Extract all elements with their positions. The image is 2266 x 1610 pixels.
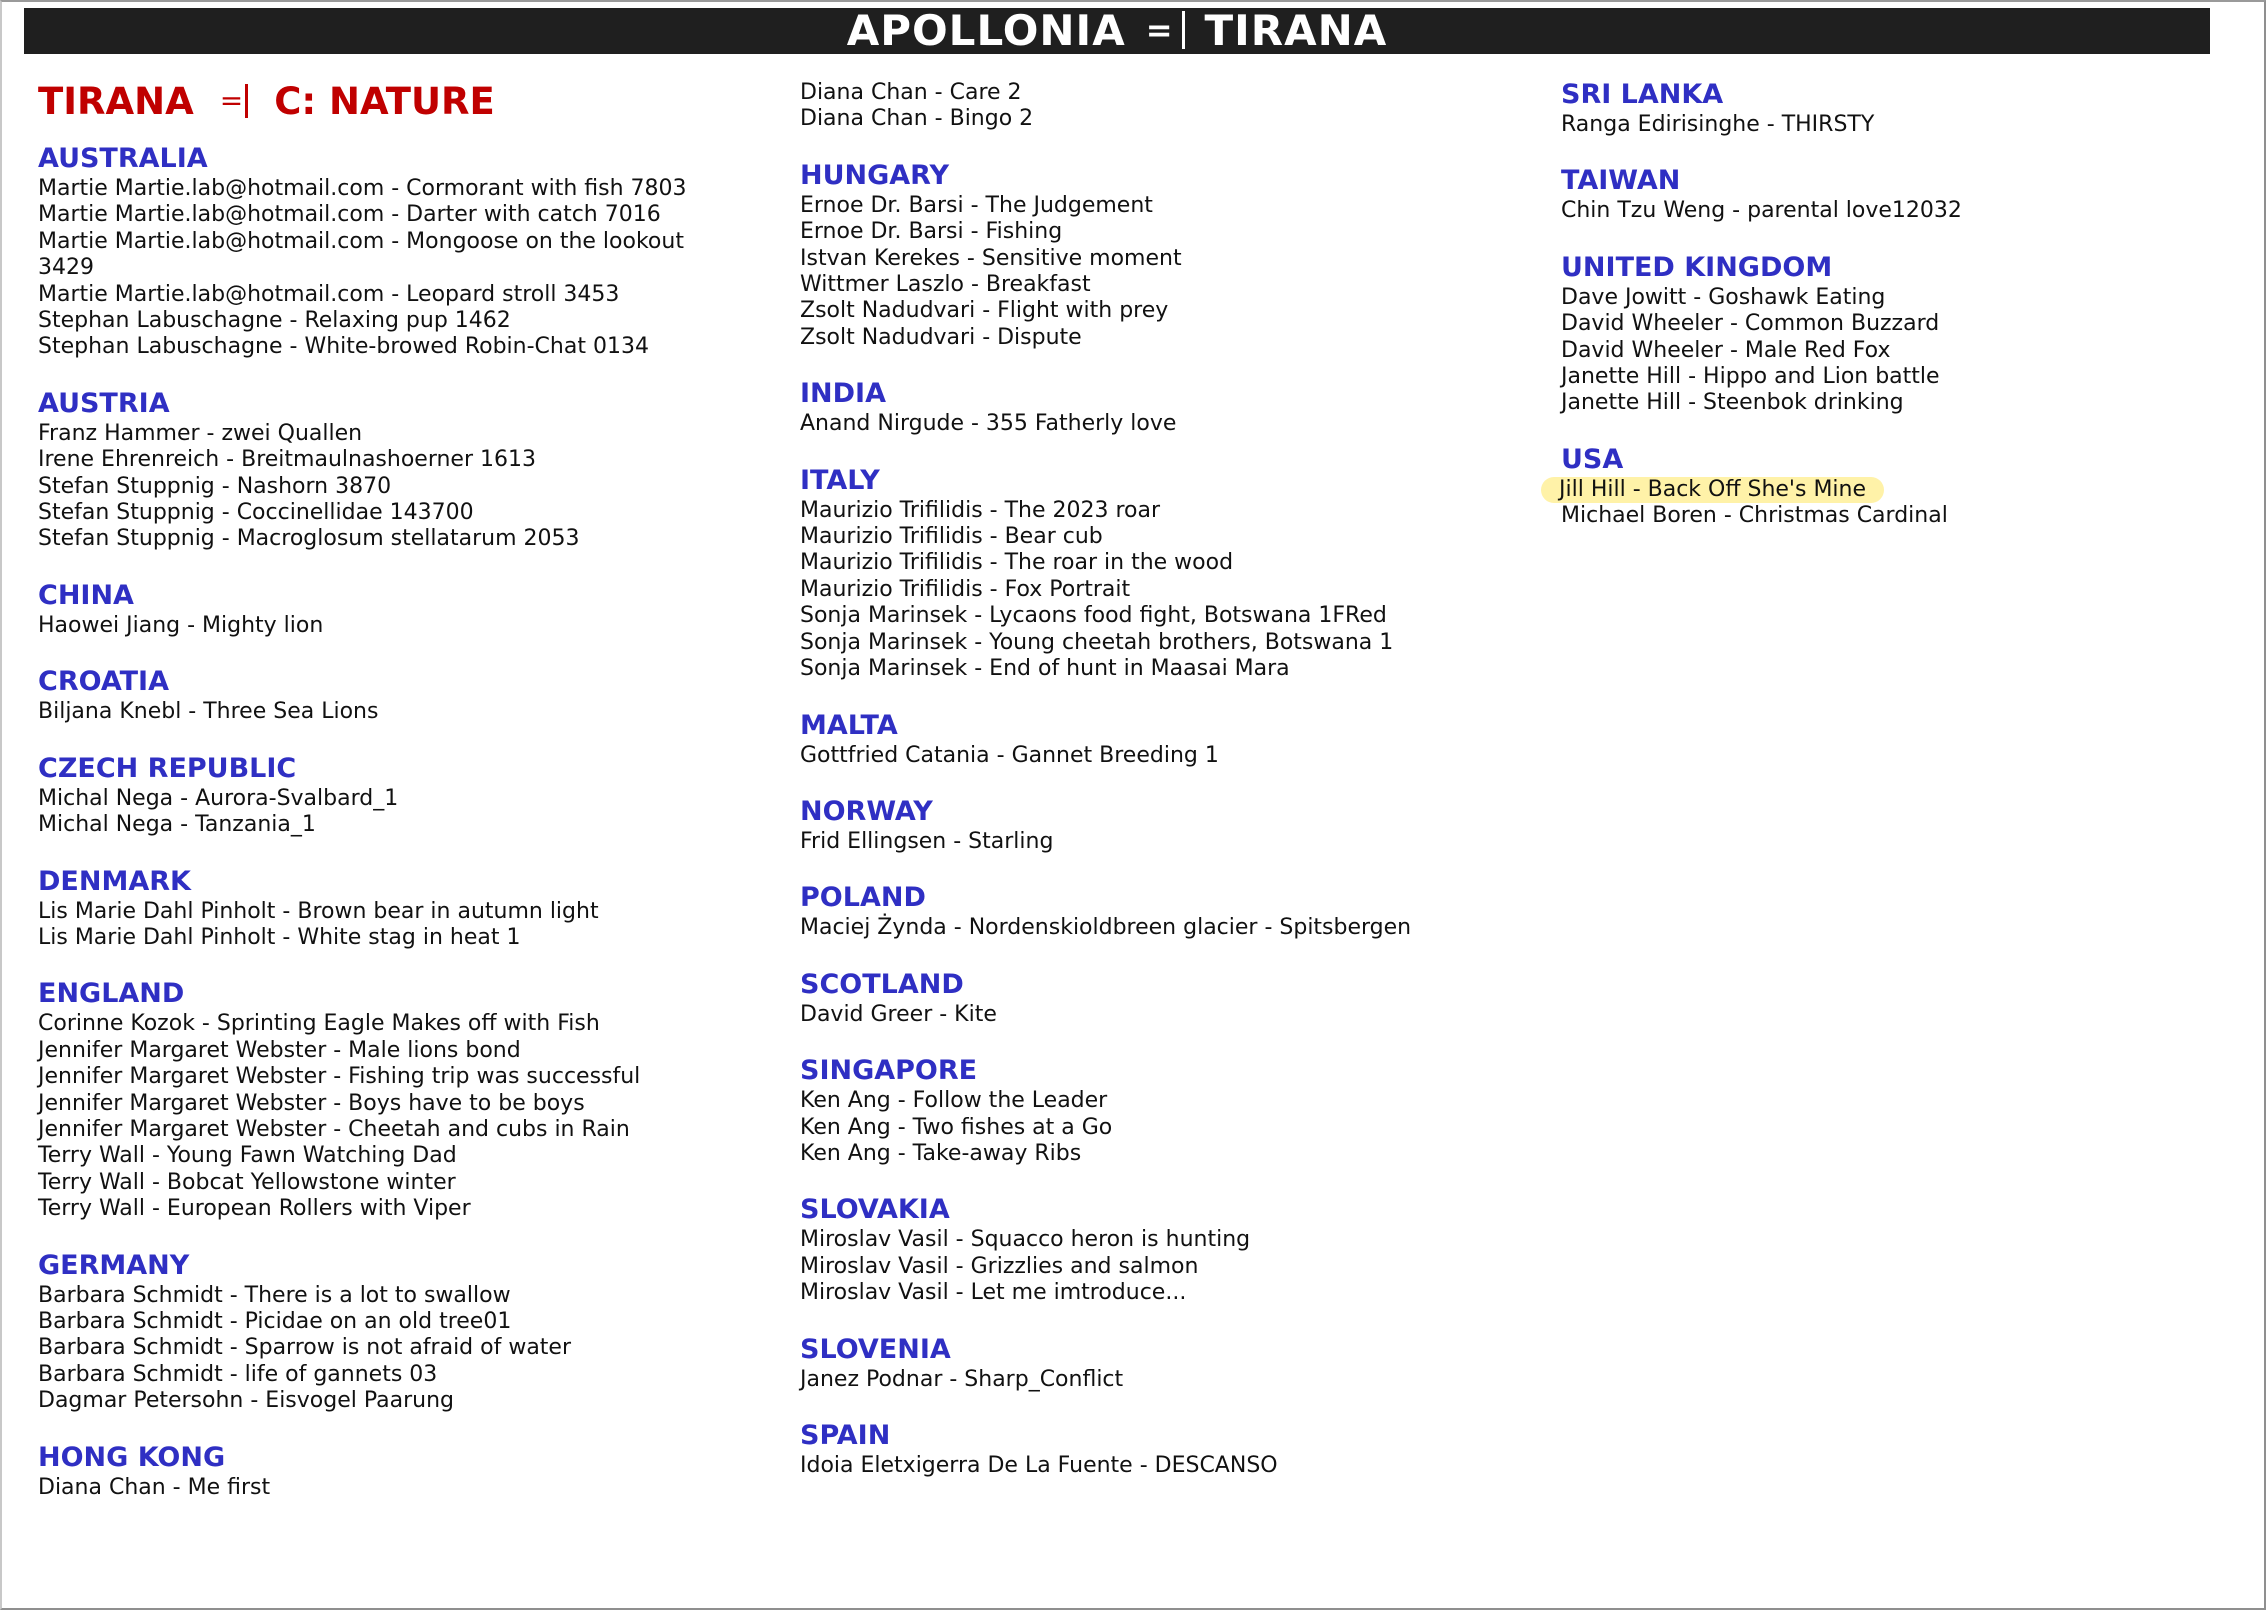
country-section <box>800 970 1510 1028</box>
entry-text: Stefan Stuppnig - Nashorn 3870 <box>38 473 392 499</box>
entry-text: Janette Hill - Hippo and Lion battle <box>1561 364 1940 390</box>
entry-text: Gottfried Catania - Gannet Breeding 1 <box>800 742 1219 768</box>
country-title: AUSTRIA <box>38 387 170 419</box>
column-2-sections <box>800 161 1510 1480</box>
results-columns <box>38 80 2238 1590</box>
country-section <box>800 883 1510 941</box>
entry-text: Istvan Kerekes - Sensitive moment <box>800 245 1182 271</box>
entry-text: Maurizio Trifilidis - Bear cub <box>800 524 1103 550</box>
country-section <box>800 711 1510 769</box>
banner-right-text: TIRANA <box>1204 6 1388 55</box>
entry-text: Stephan Labuschagne - White-browed Robin-Chat 0134 <box>38 334 649 360</box>
country-title: ENGLAND <box>38 978 185 1010</box>
country-section <box>800 1056 1510 1167</box>
banner-separator-symbol: = <box>1145 11 1174 49</box>
country-section <box>38 867 718 952</box>
banner-separator-bar <box>1182 11 1185 49</box>
entry-text: Michal Nega - Aurora-Svalbard_1 <box>38 785 399 811</box>
country-title: ITALY <box>800 464 880 496</box>
entry-text: Lis Marie Dahl Pinholt - Brown bear in autumn light <box>38 898 599 924</box>
entry-text: Stefan Stuppnig - Macroglosum stellatarum 2053 <box>38 526 580 552</box>
entry-text: Michael Boren - Christmas Cardinal <box>1561 503 1948 529</box>
country-title: TAIWAN <box>1561 165 1681 197</box>
country-title: HUNGARY <box>800 159 950 191</box>
column-2 <box>800 80 1510 1507</box>
entry-text: Miroslav Vasil - Grizzlies and salmon <box>800 1253 1199 1279</box>
entry-text: Jennifer Margaret Webster - Cheetah and cubs in Rain <box>38 1116 630 1142</box>
page-heading-separator-bar <box>245 84 248 118</box>
country-title: AUSTRALIA <box>38 143 208 174</box>
country-title: CZECH REPUBLIC <box>38 752 297 784</box>
column-3-sections <box>1561 80 2181 530</box>
entry-text: Michal Nega - Tanzania_1 <box>38 812 316 838</box>
country-section <box>1561 80 2181 138</box>
page-heading-separator-symbol: = <box>219 84 244 117</box>
country-title: MALTA <box>800 709 898 741</box>
country-section <box>800 161 1510 351</box>
entry-text: Anand Nirgude - 355 Fatherly love <box>800 411 1177 437</box>
country-section <box>38 754 718 839</box>
country-title: UNITED KINGDOM <box>1561 251 1833 283</box>
country-section <box>1561 253 2181 417</box>
entry-text: Ken Ang - Follow the Leader <box>800 1088 1108 1114</box>
entry-text: Zsolt Nadudvari - Dispute <box>800 324 1082 350</box>
country-title: SRI LANKA <box>1561 79 1724 110</box>
entry-text: Barbara Schmidt - Picidae on an old tree01 <box>38 1308 512 1334</box>
country-section <box>800 797 1510 855</box>
country-title: GERMANY <box>38 1249 190 1281</box>
entry-text <box>1561 477 2181 503</box>
country-title: INDIA <box>800 378 886 410</box>
entry-text: Martie Martie.lab@hotmail.com - Cormorant with fish 7803 <box>38 176 687 201</box>
entry-text: Diana Chan - Bingo 2 <box>800 106 1034 132</box>
entry-text: Sonja Marinsek - Lycaons food fight, Botswana 1FRed <box>800 603 1387 629</box>
country-title: CROATIA <box>38 666 169 698</box>
entry-text: Martie Martie.lab@hotmail.com - Leopard stroll 3453 <box>38 281 620 307</box>
country-title: SLOVAKIA <box>800 1194 950 1226</box>
entry-text: Idoia Eletxigerra De La Fuente - DESCANSO <box>800 1452 1278 1478</box>
entry-text: Ranga Edirisinghe - THIRSTY <box>1561 112 1875 137</box>
entry-text: Maurizio Trifilidis - Fox Portrait <box>800 576 1131 602</box>
entry-text: Maciej Żynda - Nordenskioldbreen glacier - Spitsbergen <box>800 915 1412 941</box>
entry-text: Martie Martie.lab@hotmail.com - Mongoose on the lookout 3429 <box>38 228 684 281</box>
entry-text: Barbara Schmidt - Sparrow is not afraid of water <box>38 1335 572 1361</box>
entry-text: Corinne Kozok - Sprinting Eagle Makes off with Fish <box>38 1011 600 1037</box>
country-section <box>1561 166 2181 224</box>
entry-text: Lis Marie Dahl Pinholt - White stag in heat 1 <box>38 924 521 950</box>
country-section <box>800 1421 1510 1479</box>
entry-text: Ken Ang - Take-away Ribs <box>800 1140 1082 1166</box>
entry-text: Terry Wall - Young Fawn Watching Dad <box>38 1143 457 1169</box>
entry-text: Stephan Labuschagne - Relaxing pup 1462 <box>38 308 511 334</box>
entry-text: Haowei Jiang - Mighty lion <box>38 612 324 638</box>
country-title: SPAIN <box>800 1419 891 1451</box>
country-title: SCOTLAND <box>800 968 964 1000</box>
country-title: SLOVENIA <box>800 1333 951 1365</box>
country-section <box>38 1443 718 1501</box>
country-title: SINGAPORE <box>800 1055 978 1087</box>
entry-text: Biljana Knebl - Three Sea Lions <box>38 699 379 725</box>
country-title: NORWAY <box>800 795 933 827</box>
country-section <box>800 1335 1510 1393</box>
entry-text: Maurizio Trifilidis - The 2023 roar <box>800 497 1161 523</box>
page-heading-left: TIRANA <box>38 80 194 123</box>
entry-text: David Wheeler - Male Red Fox <box>1561 337 1891 363</box>
entry-text: Stefan Stuppnig - Coccinellidae 143700 <box>38 500 474 526</box>
entry-text: David Greer - Kite <box>800 1001 997 1027</box>
entry-text: Jennifer Margaret Webster - Male lions bond <box>38 1037 521 1063</box>
column-2-continued-entries <box>800 80 1510 133</box>
entry-text: David Wheeler - Common Buzzard <box>1561 311 1940 337</box>
country-section <box>38 144 718 361</box>
country-section <box>800 379 1510 437</box>
entry-text: Diana Chan - Me first <box>38 1474 271 1500</box>
entry-text: Dagmar Petersohn - Eisvogel Paarung <box>38 1388 454 1414</box>
entry-text: Ernoe Dr. Barsi - Fishing <box>800 219 1063 245</box>
column-1 <box>38 80 718 1529</box>
entry-text: Terry Wall - Bobcat Yellowstone winter <box>38 1169 456 1195</box>
entry-text: Janez Podnar - Sharp_Conflict <box>800 1366 1124 1392</box>
entry-text: Miroslav Vasil - Let me imtroduce... <box>800 1280 1187 1306</box>
country-title: USA <box>1561 443 1624 475</box>
page-heading <box>38 80 718 124</box>
entry-text: Dave Jowitt - Goshawk Eating <box>1561 284 1886 310</box>
country-title: CHINA <box>38 579 134 611</box>
entry-text: Jennifer Margaret Webster - Fishing trip was successful <box>38 1064 641 1090</box>
entry-text: Irene Ehrenreich - Breitmaulnashoerner 1613 <box>38 447 536 473</box>
country-section <box>38 389 718 553</box>
column-3 <box>1561 80 2181 558</box>
entry-text: Chin Tzu Weng - parental love12032 <box>1561 198 1962 224</box>
entry-text: Janette Hill - Steenbok drinking <box>1561 390 1904 416</box>
entry-text: Martie Martie.lab@hotmail.com - Darter with catch 7016 <box>38 202 661 228</box>
entry-text: Franz Hammer - zwei Quallen <box>38 420 363 446</box>
entry-text: Ken Ang - Two fishes at a Go <box>800 1114 1113 1140</box>
entry-text: Maurizio Trifilidis - The roar in the wood <box>800 550 1234 576</box>
banner-title <box>24 8 2210 54</box>
entry-text: Miroslav Vasil - Squacco heron is hunting <box>800 1227 1251 1253</box>
entry-text: Barbara Schmidt - There is a lot to swallow <box>38 1282 511 1308</box>
entry-text: Sonja Marinsek - End of hunt in Maasai Mara <box>800 656 1290 682</box>
banner-left-text: APOLLONIA <box>846 6 1126 55</box>
highlighted-entry: Jill Hill - Back Off She's Mine <box>1541 477 1884 503</box>
country-section <box>800 1195 1510 1306</box>
entry-text: Sonja Marinsek - Young cheetah brothers, Botswana 1 <box>800 629 1394 655</box>
country-section <box>1561 445 2181 530</box>
column-1-sections <box>38 144 718 1501</box>
country-title: HONG KONG <box>38 1441 226 1473</box>
entry-text: Terry Wall - European Rollers with Viper <box>38 1196 471 1222</box>
entry-text: Zsolt Nadudvari - Flight with prey <box>800 298 1169 324</box>
country-section <box>38 1251 718 1415</box>
entry-text: Diana Chan - Care 2 <box>800 80 1022 105</box>
entry-text: Wittmer Laszlo - Breakfast <box>800 272 1091 298</box>
country-title: DENMARK <box>38 865 191 897</box>
country-title: POLAND <box>800 882 926 914</box>
banner-separator <box>1146 7 1185 53</box>
country-section <box>800 466 1510 683</box>
entry-text: Barbara Schmidt - life of gannets 03 <box>38 1361 438 1387</box>
top-banner <box>24 8 2210 54</box>
page-heading-right: C: NATURE <box>274 80 495 123</box>
country-section <box>38 667 718 725</box>
entry-text: Frid Ellingsen - Starling <box>800 828 1054 854</box>
country-section <box>38 979 718 1222</box>
entry-text: Jennifer Margaret Webster - Boys have to be boys <box>38 1090 585 1116</box>
entry-text: Ernoe Dr. Barsi - The Judgement <box>800 192 1153 218</box>
page-heading-separator <box>220 79 248 123</box>
country-section <box>38 581 718 639</box>
